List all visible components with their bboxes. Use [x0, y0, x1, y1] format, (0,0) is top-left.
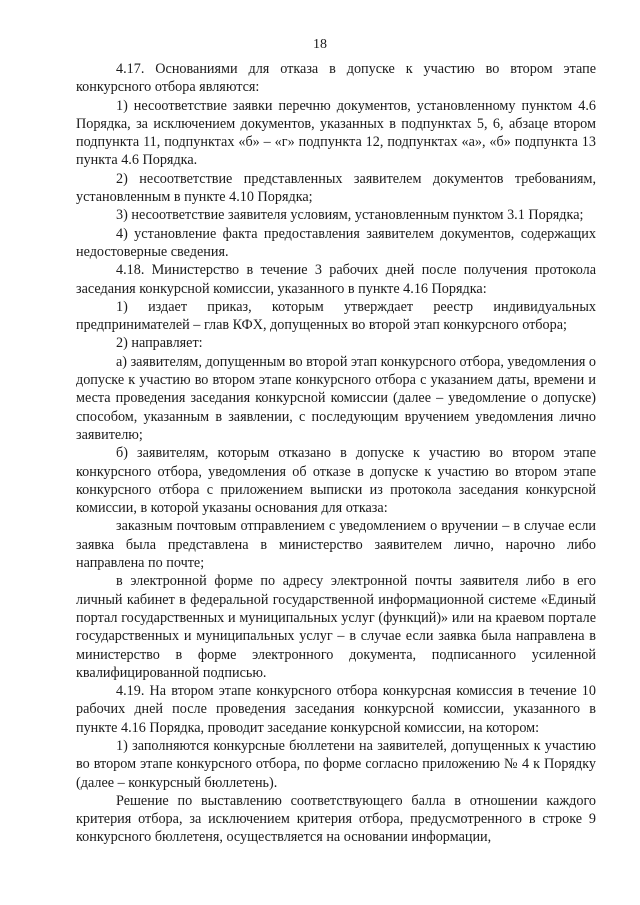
paragraph-4-18-item-2b: б) заявителям, которым отказано в допуске к участию во втором этапе конкурсного отбора, уведомления об отказе в допуске к участию во втором этапе конкурсного отбора с приложением выписки из протокола заседания конкурсной комиссии, в которой указаны основания для отказа:: [76, 445, 596, 517]
paragraph-4-18-item-1: 1) издает приказ, которым утверждает реестр индивидуальных предпринимателей – глав КФХ, допущенных во второй этап конкурсного отбора;: [76, 298, 596, 334]
page-number: 18: [313, 37, 327, 52]
paragraph-postal-delivery: заказным почтовым отправлением с уведомлением о вручении – в случае если заявка была представлена в министерство заявителем лично, нарочно либо направлена по почте;: [76, 518, 596, 572]
paragraph-4-17-item-1: 1) несоответствие заявки перечню документов, установленному пунктом 4.6 Порядка, за исключением документов, указанных в подпунктах 5, 6, абзаце втором подпункта 11, подпунктах «б» – «г» подпункта 12, подпунктах «а», «б» подпункта 13 пункта 4.6 Порядка.: [76, 97, 596, 169]
paragraph-4-17: 4.17. Основаниями для отказа в допуске к участию во втором этапе конкурсного отбора являются:: [76, 61, 596, 96]
paragraph-4-17-item-3: 3) несоответствие заявителя условиям, установленным пунктом 3.1 Порядка;: [116, 207, 584, 224]
paragraph-4-19: 4.19. На втором этапе конкурсного отбора конкурсная комиссия в течение 10 рабочих дней после проведения заседания конкурсной комиссии, указанного в пункте 4.16 Порядка, проводит заседание конкурсной комиссии, на котором:: [76, 683, 596, 736]
paragraph-4-18: 4.18. Министерство в течение 3 рабочих дней после получения протокола заседания конкурсной комиссии, указанного в пункте 4.16 Порядка:: [76, 262, 596, 297]
paragraph-4-19-item-1: 1) заполняются конкурсные бюллетени на заявителей, допущенных к участию во втором этапе конкурсного отбора, по форме согласно приложению № 4 к Порядку (далее – конкурсный бюллетень).: [76, 737, 596, 791]
document-body: [76, 60, 596, 847]
paragraph-4-17-item-4: 4) установление факта предоставления заявителем документов, содержащих недостоверные сведения.: [76, 225, 596, 260]
paragraph-electronic-delivery: в электронной форме по адресу электронной почты заявителя либо в его личный кабинет в федеральной государственной информационной системе «Единый портал государственных и муниципальных услуг (функций)» или на краевом портале государственных и муниципальных услуг – в случае если заявка была направлена в министерство в форме электронного документа, подписанного усиленной квалифицированной подписью.: [76, 573, 596, 681]
paragraph-4-18-item-2a: а) заявителям, допущенным во второй этап конкурсного отбора, уведомления о допуске к участию во втором этапе конкурсного отбора с указанием даты, времени и места проведения заседания конкурсной комиссии (далее – уведомление о допуске) способом, указанным в заявлении, с последующим вручением уведомления лично заявителю;: [76, 353, 596, 443]
paragraph-4-18-item-2: 2) направляет:: [116, 335, 203, 352]
paragraph-decision: Решение по выставлению соответствующего балла в отношении каждого критерия отбора, за исключением критерия отбора, предусмотренного в строке 9 конкурсного бюллетеня, осуществляется на основании информации,: [76, 792, 596, 846]
paragraph-4-17-item-2: 2) несоответствие представленных заявителем документов требованиям, установленным в пункте 4.10 Порядка;: [76, 170, 596, 206]
